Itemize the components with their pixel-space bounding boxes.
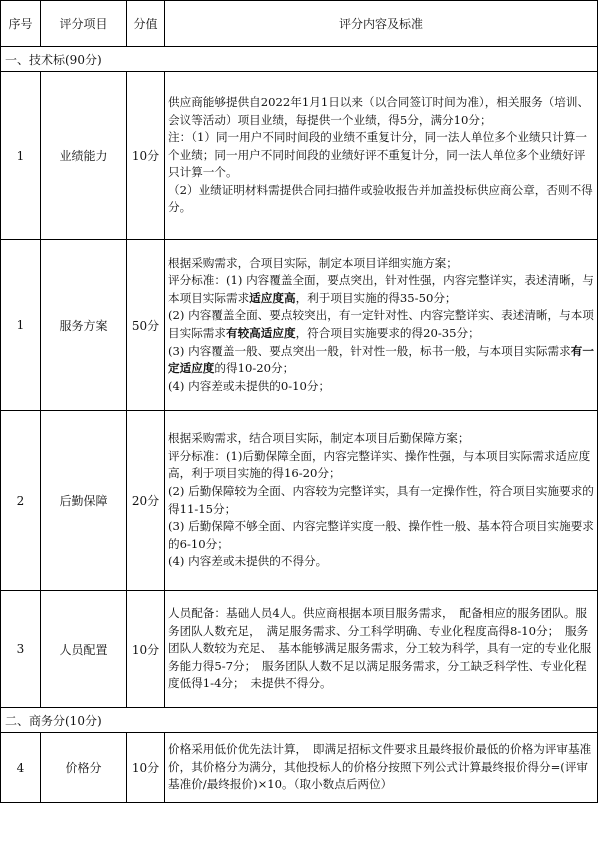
row-no: 2 bbox=[1, 411, 41, 591]
row-score: 50分 bbox=[127, 240, 165, 411]
text-fragment: 评分标准：(1) 内容覆盖全面，要点突出，针对性强，内容完整详实，表述清晰，与本项目实际需求 bbox=[168, 273, 594, 305]
table-row bbox=[1, 72, 598, 240]
bold-fragment: 有一定适应度 bbox=[168, 343, 594, 376]
row-score: 10分 bbox=[127, 72, 165, 240]
row-criteria bbox=[165, 72, 598, 240]
row-no: 1 bbox=[1, 72, 41, 240]
text-fragment: ，符合项目实施要求的得20-35分； bbox=[295, 326, 480, 340]
criteria-line: 根据采购需求，合项目实际，制定本项目详细实施方案； bbox=[168, 255, 458, 270]
text-fragment: 的得10-20分； bbox=[214, 361, 295, 376]
criteria-line: 注：（1）同一用户不同时间段的业绩不重复计分，同一法人单位多个业绩只计算一个业绩；同一用户不同时间段的业绩好评不重复计分，同一法人单位多个业绩好评只计算一个。 bbox=[168, 130, 587, 180]
table-row bbox=[1, 733, 598, 803]
criteria-line bbox=[168, 343, 594, 378]
row-criteria bbox=[165, 591, 598, 708]
section-row bbox=[1, 708, 598, 733]
bold-fragment: 适应度高 bbox=[249, 290, 296, 305]
row-no: 1 bbox=[1, 240, 41, 411]
row-score: 10分 bbox=[127, 733, 165, 803]
row-item: 人员配置 bbox=[41, 591, 127, 708]
table-row bbox=[1, 411, 598, 591]
header-criteria: 评分内容及标准 bbox=[165, 1, 598, 47]
row-score: 20分 bbox=[127, 411, 165, 591]
row-item: 价格分 bbox=[41, 733, 127, 803]
criteria-line: 人员配备：基础人员4人。供应商根据本项目服务需求， 配备相应的服务团队。服务团队人数充足， 满足服务需求、分工科学明确、专业化程度高得8-10分； 服务团队人数较为充足、 基本能够满足服务需求，分工较为科学，具有一定的专业化服务能力得5-7分； 服务团队人数不足以满足服务需求，分工缺乏科学性、专业化程度低得1-4分； 未提供不得分。 bbox=[168, 606, 592, 691]
row-no: 3 bbox=[1, 591, 41, 708]
row-criteria bbox=[165, 240, 598, 411]
criteria-line: (4) 内容差或未提供的0-10分； bbox=[168, 378, 331, 393]
table-row bbox=[1, 591, 598, 708]
section-title-biz: 二、商务分(10分) bbox=[1, 708, 598, 733]
table-row bbox=[1, 240, 598, 411]
header-item: 评分项目 bbox=[41, 1, 127, 47]
criteria-line: 供应商能够提供自2022年1月1日以来（以合同签订时间为准），相关服务（培训、会议等活动）项目业绩，每提供一个业绩，得5分，满分10分； bbox=[168, 94, 590, 127]
row-criteria bbox=[165, 411, 598, 591]
header-row bbox=[1, 1, 598, 47]
bold-fragment: 有较高适应度 bbox=[225, 326, 296, 340]
criteria-line: (3) 后勤保障不够全面、内容完整详实度一般、操作性一般、基本符合项目实施要求的6-10分； bbox=[168, 519, 594, 551]
text-fragment: (3) 内容覆盖一般、要点突出一般，针对性一般，标书一般，与本项目实际需求 bbox=[168, 343, 571, 358]
criteria-line: 价格采用低价优先法计算， 即满足招标文件要求且最终报价最低的价格为评审基准价，其价格分为满分，其他投标人的价格分按照下列公式计算最终报价得分=(评审基准价/最终报价)×10。（取小数点后两位） bbox=[168, 742, 592, 792]
row-no: 4 bbox=[1, 733, 41, 803]
header-score: 分值 bbox=[127, 1, 165, 47]
criteria-line: (2) 后勤保障较为全面、内容较为完整详实，具有一定操作性，符合项目实施要求的得11-15分； bbox=[168, 483, 594, 516]
row-item: 后勤保障 bbox=[41, 411, 127, 591]
criteria-line: (4) 内容差或未提供的不得分。 bbox=[168, 554, 328, 569]
criteria-line bbox=[168, 272, 594, 307]
criteria-line bbox=[168, 307, 594, 342]
criteria-line: 评分标准：(1)后勤保障全面，内容完整详实、操作性强，与本项目实际需求适应度高，利于项目实施的得16-20分； bbox=[168, 448, 591, 481]
header-no: 序号 bbox=[1, 1, 41, 47]
section-title-tech: 一、技术标(90分) bbox=[1, 47, 598, 72]
row-item: 业绩能力 bbox=[41, 72, 127, 240]
row-criteria bbox=[165, 733, 598, 803]
row-item: 服务方案 bbox=[41, 240, 127, 411]
text-fragment: ，利于项目实施的得35-50分； bbox=[295, 290, 457, 305]
text-fragment: (2) 内容覆盖全面、要点较突出，有一定针对性、内容完整详实、表述清晰，与本项目实际需求 bbox=[168, 308, 594, 340]
criteria-line: （2）业绩证明材料需提供合同扫描件或验收报告并加盖投标供应商公章，否则不得分。 bbox=[168, 182, 593, 215]
criteria-line: 根据采购需求，结合项目实际，制定本项目后勤保障方案； bbox=[168, 431, 470, 446]
section-row bbox=[1, 47, 598, 72]
row-score: 10分 bbox=[127, 591, 165, 708]
